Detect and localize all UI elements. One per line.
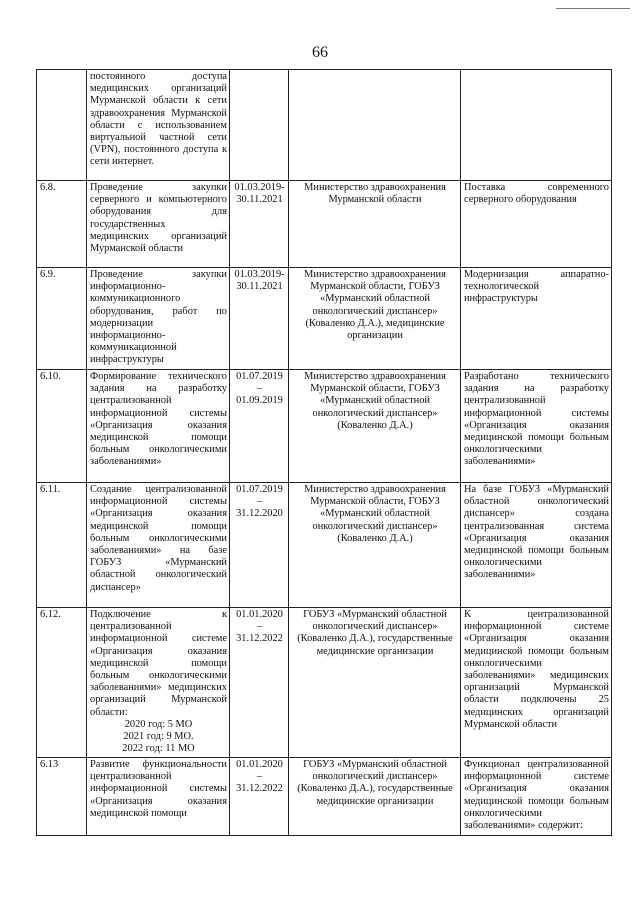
top-rule [556, 8, 630, 9]
task-description: Формирование технического задания на разработку централизованной информационной системы «Организация оказания медицинской помощи больным онкологическими заболеваниями» [87, 370, 230, 483]
result-cell: Поставка современного серверного оборудования [461, 181, 612, 268]
result-cell: Модернизация аппаратно-технологической инфраструктуры [461, 268, 612, 370]
task-description: Подключение к централизованной информационной системе «Организация оказания медицинской помощи больным онкологическими заболеваниями» медицинских организаций Мурманской области: 2020 год: 5 МО 2021 год: 9 МО. 2022 год: 11 МО [87, 608, 230, 758]
table-row [37, 268, 612, 370]
result-cell: Функционал централизованной информационной системе «Организация оказания медицинской помощи больным онкологическими заболеваниями» содержит: [461, 758, 612, 836]
dates-cell: 01.07.2019 – 01.09.2019 [230, 370, 289, 483]
dates-cell: 01.01.2020 – 31.12.2022 [230, 608, 289, 758]
responsible-cell: Министерство здравоохранения Мурманской области [289, 181, 461, 268]
result-cell [461, 70, 612, 181]
responsible-cell: Министерство здравоохранения Мурманской области, ГОБУЗ «Мурманский областной онкологический диспансер» (Коваленко Д.А.) [289, 370, 461, 483]
responsible-cell: Министерство здравоохранения Мурманской области, ГОБУЗ «Мурманский областной онкологический диспансер» (Коваленко Д.А.) [289, 483, 461, 608]
table-row [37, 483, 612, 608]
result-cell: К централизованной информационной системе «Организация оказания медицинской помощи больным онкологическими заболеваниями» медицинских организаций Мурманской области подключены 25 медицинских организаций Мурманской области [461, 608, 612, 758]
table-row [37, 608, 612, 758]
row-number: 6.10. [37, 370, 87, 483]
table-row [37, 70, 612, 181]
row-number [37, 70, 87, 181]
dates-cell: 01.03.2019-30.11.2021 [230, 181, 289, 268]
row-number: 6.13 [37, 758, 87, 836]
result-cell: На базе ГОБУЗ «Мурманский областной онкологический диспансер» создана централизованная система «Организация оказания медицинской помощи больным онкологическими заболеваниями» [461, 483, 612, 608]
activities-table [36, 69, 612, 836]
table-row [37, 758, 612, 836]
responsible-cell [289, 70, 461, 181]
task-description: Проведение закупки информационно-коммуникационного оборудования, работ по модернизации информационно-коммуникационной инфраструктуры [87, 268, 230, 370]
responsible-cell: ГОБУЗ «Мурманский областной онкологический диспансер» (Коваленко Д.А.), государственные медицинские организации [289, 758, 461, 836]
row-number: 6.12. [37, 608, 87, 758]
page-number: 66 [312, 44, 328, 61]
result-cell: Разработано технического задания на разработку централизованной информационной системы «Организация оказания медицинской помощи больным онкологическими заболеваниями» [461, 370, 612, 483]
task-description: Создание централизованной информационной системы «Организация оказания медицинской помощи больным онкологическими заболеваниями» на базе ГОБУЗ «Мурманский областной онкологический диспансер» [87, 483, 230, 608]
dates-cell: 01.01.2020 – 31.12.2022 [230, 758, 289, 836]
responsible-cell: ГОБУЗ «Мурманский областной онкологический диспансер» (Коваленко Д.А.), государственные медицинские организации [289, 608, 461, 758]
row-number: 6.9. [37, 268, 87, 370]
task-description: постоянного доступа медицинских организаций Мурманской области к сети здравоохранения Мурманской области с использованием виртуальной частной сети (VPN), постоянного доступа к сети интернет. [87, 70, 230, 181]
row-number: 6.8. [37, 181, 87, 268]
task-description: Развитие функциональности централизованной информационной системы «Организация оказания медицинской помощи [87, 758, 230, 836]
table-row [37, 370, 612, 483]
table-row [37, 181, 612, 268]
row-number: 6.11. [37, 483, 87, 608]
dates-cell: 01.07.2019 – 31.12.2020 [230, 483, 289, 608]
dates-cell [230, 70, 289, 181]
dates-cell: 01.03.2019-30.11.2021 [230, 268, 289, 370]
responsible-cell: Министерство здравоохранения Мурманской области, ГОБУЗ «Мурманский областной онкологический диспансер» (Коваленко Д.А.), медицинские организации [289, 268, 461, 370]
task-description: Проведение закупки серверного и компьютерного оборудования для государственных медицинских организаций Мурманской области [87, 181, 230, 268]
